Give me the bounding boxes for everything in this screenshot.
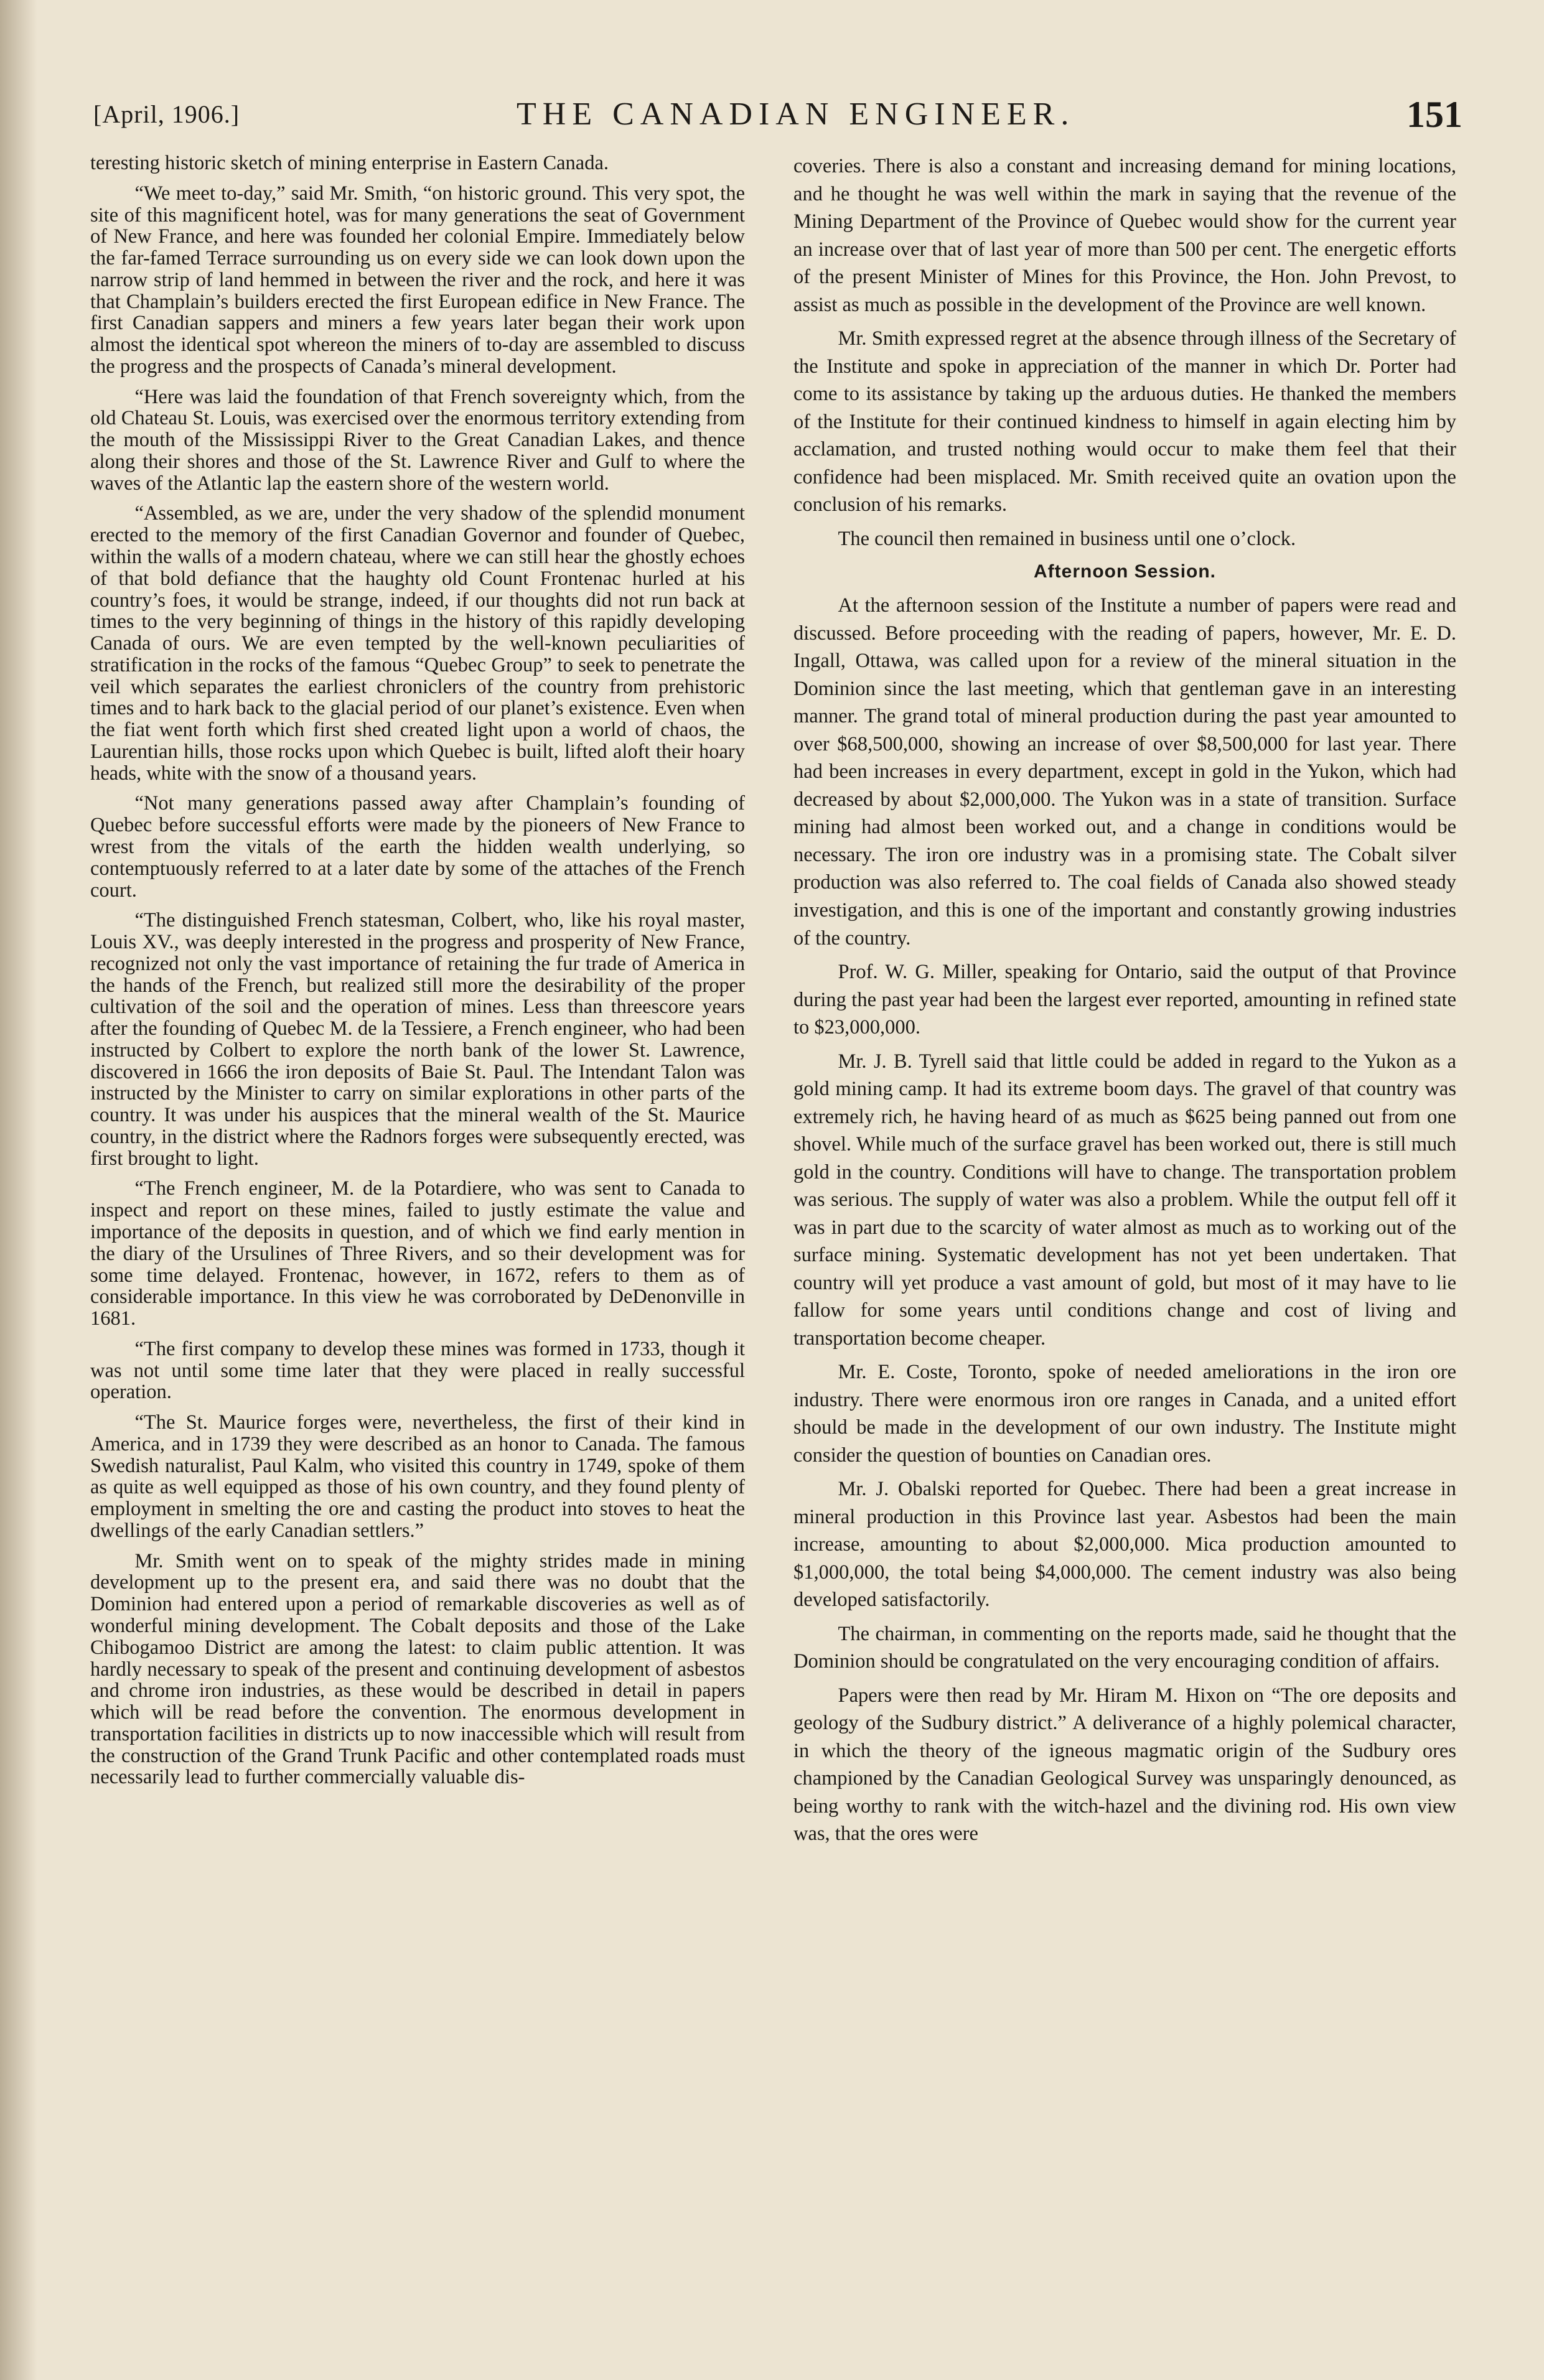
paragraph: “The first company to develop these mines was formed in 1733, though it was not until some time later that they were placed in really successful operation.: [90, 1337, 745, 1404]
page-number: 151: [1406, 94, 1462, 135]
paragraph: “The distinguished French statesman, Colbert, who, like his royal master, Louis XV., was deeply interested in the progress and prosperity of New France, recognized not only the vast importance of retaining the fur trade of America in the hands of the French, but realized still more the desirability of the proper cultivation of the soil and the operation of mines. Less than threescore years after the founding of Quebec M. de la Tessiere, a French engineer, who had been instructed by Colbert to explore the north bank of the lower St. Lawrence, discovered in 1666 the iron deposits of Baie St. Paul. The Intendant Talon was instructed by the Minister to carry on similar explorations in other parts of the country. It was under his auspices that the mineral wealth of the St. Maurice country, in the district where the Radnors forges were subsequently erected, was first brought to light.: [90, 909, 745, 1170]
paragraph: Mr. J. B. Tyrell said that little could be added in regard to the Yukon as a gold mining camp. It had its extreme boom days. The gravel of that country was extremely rich, he having heard of as much as $625 being panned out from one shovel. While much of the surface gravel has been worked out, there is still much gold in the country. Conditions will have to change. The transportation problem was serious. The supply of water was also a problem. While the output fell off it was in part due to the scarcity of water almost as much as to working out of the surface mining. Systematic development has not yet been undertaken. That country will yet produce a vast amount of gold, but most of it may have to lie fallow for some years until conditions change and cost of living and transportation become cheaper.: [793, 1050, 1456, 1350]
page-header: [93, 93, 1462, 137]
journal-title: THE CANADIAN ENGINEER.: [517, 96, 1075, 132]
paragraph: Mr. E. Coste, Toronto, spoke of needed ameliorations in the iron ore industry. There were enormous iron ore ranges in Canada, and a united effort should be made in the development of our own industry. The Institute might consider the question of bounties on Canadian ores.: [793, 1361, 1456, 1467]
paragraph: “Here was laid the foundation of that French sovereignty which, from the old Chateau St. Louis, was exercised over the enormous territory extending from the mouth of the Mississippi River to the Great Canadian Lakes, and thence along their shores and those of the St. Lawrence River and Gulf to where the waves of the Atlantic lap the eastern shore of the western world.: [90, 385, 745, 495]
paragraph: Mr. Smith expressed regret at the absence through illness of the Secretary of the Institute and spoke in appreciation of the manner in which Dr. Porter had come to its assistance by taking up the arduous duties. He thanked the members of the Institute for their continued kindness to himself in again electing him by acclamation, and trusted nothing would occur to make them feel that their confidence had been misplaced. Mr. Smith received quite an ovation upon the conclusion of his remarks.: [793, 327, 1456, 516]
paragraph: The chairman, in commenting on the reports made, said he thought that the Dominion should be congratulated on the very encouraging condition of affairs.: [793, 1622, 1456, 1673]
paragraph: “The French engineer, M. de la Potardiere, who was sent to Canada to inspect and report on these mines, failed to justly estimate the value and importance of the deposits in question, and of which we find early mention in the diary of the Ursulines of Three Rivers, and so their development was for some time delayed. Frontenac, however, in 1672, refers to them as of considerable importance. In this view he was corroborated by DeDenonville in 1681.: [90, 1177, 745, 1330]
paragraph: “Assembled, as we are, under the very shadow of the splendid monument erected to the memory of the first Canadian Governor and founder of Quebec, within the walls of a modern chateau, where we can still hear the ghostly echoes of that bold defiance that the haughty old Count Frontenac hurled at his country’s foes, it would be strange, indeed, if our thoughts did not run back at times to the very beginning of things in the history of this rapidly developing Canada of ours. We are even tempted by the well-known peculiarities of stratification in the rocks of the famous “Quebec Group” to seek to penetrate the veil which separates the earliest chroniclers of the country from prehistoric times and to hark back to the glacial period of our planet’s existence. Even when the fiat went forth which first shed created light upon a world of chaos, the Laurentian hills, those rocks upon which Quebec is built, lifted aloft their hoary heads, white with the snow of a thousand years.: [90, 502, 745, 785]
paragraph: At the afternoon session of the Institute a number of papers were read and discussed. Before proceeding with the reading of papers, however, Mr. E. D. Ingall, Ottawa, was called upon for a review of the mineral situation in the Dominion since the last meeting, which that gentleman gave in an interesting manner. The grand total of mineral production during the past year amounted to over $68,500,000, showing an increase of over $8,500,000 for last year. There had been increases in every department, except in gold in the Yukon, which had decreased by about $2,000,000. The Yukon was in a state of transition. Surface mining had almost been worked out, and a change in conditions would be necessary. The iron ore industry was in a promising state. The Cobalt silver production was also referred to. The coal fields of Canada also showed steady investigation, and this is one of the important and constantly growing industries of the country.: [793, 594, 1456, 950]
section-heading: Afternoon Session.: [1033, 561, 1217, 582]
paragraph: “The St. Maurice forges were, nevertheless, the first of their kind in America, and in 1739 they were described as an honor to Canada. The famous Swedish naturalist, Paul Kalm, who visited this country in 1749, spoke of them as quite as well equipped as those of his own country, and they found plenty of employment in smelting the ore and casting the product into stoves to heat the dwellings of the early Canadian settlers.”: [90, 1411, 745, 1542]
issue-date: [April, 1906.]: [93, 100, 240, 128]
right-column: [793, 152, 1456, 2318]
paragraph: “Not many generations passed away after Champlain’s founding of Quebec before successful efforts were made by the pioneers of New France to wrest from the vitals of the earth the hidden wealth underlying, so contemptuously referred to at a later date by some of the attaches of the French court.: [90, 792, 745, 902]
paragraph: “We meet to-day,” said Mr. Smith, “on historic ground. This very spot, the site of this magnificent hotel, was for many generations the seat of Government of New France, and here was founded her colonial Empire. Immediately below the far-famed Terrace surrounding us on every side we can look down upon the narrow strip of land hemmed in between the river and the rock, and here it was that Champlain’s builders erected the first European edifice in New France. The first Canadian sappers and miners a few years later began their work upon almost the identical spot whereon the miners of to-day are assembled to discuss the progress and the prospects of Canada’s mineral development.: [90, 182, 745, 378]
binding-gutter: [0, 0, 37, 2380]
paragraph: The council then remained in business until one o’clock.: [838, 527, 1296, 550]
paragraph: Mr. Smith went on to speak of the mighty strides made in mining development up to the present era, and said there was no doubt that the Dominion had entered upon a period of remarkable discoveries as well as of wonderful mining development. The Cobalt deposits and those of the Lake Chibogamoo District are among the latest: to claim public attention. It was hardly necessary to speak of the present and continuing development of asbestos and chrome iron industries, as these would be described in detail in papers which will be read before the convention. The enormous development in transportation facilities in districts up to now inaccessible which will result from the construction of the Grand Trunk Pacific and other contemplated roads must necessarily lead to further commercially valuable dis-: [90, 1549, 745, 1789]
paragraph: Prof. W. G. Miller, speaking for Ontario, said the output of that Province during the past year had been the largest ever reported, amounting in refined state to $23,000,000.: [793, 961, 1456, 1039]
paragraph: coveries. There is also a constant and increasing demand for mining locations, and he thought he was well within the mark in saying that the revenue of the Mining Department of the Province of Quebec would show for the current year an increase over that of last year of more than 500 per cent. The energetic efforts of the present Minister of Mines for this Province, the Hon. John Prevost, to assist as much as possible in the development of the Province are well known.: [793, 155, 1456, 316]
paragraph: teresting historic sketch of mining enterprise in Eastern Canada.: [90, 152, 609, 174]
left-column: [90, 152, 745, 2318]
paragraph: Mr. J. Obalski reported for Quebec. There had been a great increase in mineral production in this Province last year. Asbestos had been the main increase, amounting to about $2,000,000. Mica production amounted to $1,000,000, the total being $4,000,000. The cement industry was also being developed satisfactorily.: [793, 1478, 1456, 1612]
paragraph: Papers were then read by Mr. Hiram M. Hixon on “The ore deposits and geology of the Sudbury district.” A deliverance of a highly polemical character, in which the theory of the igneous magmatic origin of the Sudbury ores championed by the Canadian Geological Survey was unsparingly denounced, as being worthy to rank with the witch-hazel and the divining rod. His own view was, that the ores were: [793, 1684, 1456, 1846]
